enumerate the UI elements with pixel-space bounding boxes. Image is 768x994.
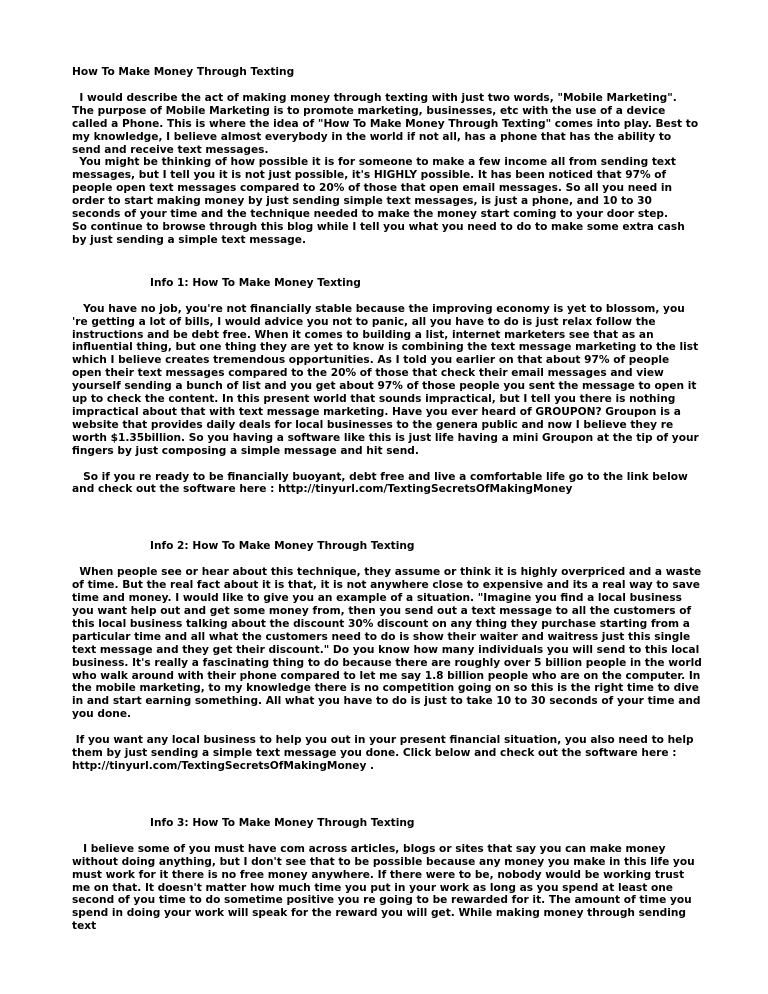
section-3-heading: Info 3: How To Make Money Through Texting (150, 816, 415, 829)
section-1-heading: Info 1: How To Make Money Texting (150, 276, 361, 289)
intro-paragraph-2: You might be thinking of how possible it is for someone to make a few income all from sending text messages, but I tell you it is not just possible, it's HIGHLY possible. It has been noticed that 97% of people open text messages compared to 20% of those that open email messages. So all you need in order to start making money by just sending simple text messages, is just a phone, and 10 to 30 seconds of your time and the technique needed to make the money start coming to your door step. (72, 156, 680, 221)
section-2-paragraph-2: If you want any local business to help you out in your present financial situation, you also need to help them by just sending a simple text message you done. Click below and check out the software here : http://tinyurl.com/TextingSecretsOfMakingMoney . (72, 734, 698, 772)
document-page (72, 66, 706, 933)
intro-paragraph-3: So continue to browse through this blog while I tell you what you need to do to make some extra cash by just sending a simple text message. (72, 220, 689, 246)
section-3-paragraph-1: I believe some of you must have com across articles, blogs or sites that say you can make money without doing anything, but I don't see that to be possible because any money you make in this life you must work for it there is no free money anywhere. If there were to be, nobody would be working trust me on that. It doesn't matter how much time you put in your work as long as you spend at least one second of you time to do sometime positive you re going to be rewarded for it. The amount of time you spend in doing your work will speak for the reward you will get. While making money through sending text (72, 842, 699, 933)
spacer (72, 721, 702, 734)
spacer (72, 458, 702, 471)
spacer (72, 773, 702, 817)
intro-paragraph-1: I would describe the act of making money through texting with just two words, "Mobile Marketing". The purpose of Mobile Marketing is to promote marketing, businesses, etc with the use of a device called a Phone. This is where the idea of "How To Make Money Through Texting" comes into play. Best to my knowledge, I believe almost everybody in the world if not all, has a phone that has the ability to send and receive text messages. (72, 91, 702, 156)
section-2-paragraph-1: When people see or hear about this technique, they assume or think it is highly overpriced and a waste of time. But the real fact about it is that, it is not anywhere close to expensive and its a real way to save time and money. I would like to give you an example of a situation. "Imagine you find a local business you want help out and get some money from, then you send out a text message to all the customers of this local business talking about the discount 30% discount on any thing they purchase starting from a particular time and all what the customers need to do is show their waiter and waitress just this single text message and they get their discount." Do you know how many individuals you will send to this local business. It's really a fascinating thing to do because there are roughly over 5 billion people in the world who walk around with their phone compared to let me say 1.8 billion people who are on the computer. In the mobile marketing, to my knowledge there is no competition going on so this is the right time to dive in and start earning something. All what you have to do is just to take 10 to 30 seconds of your time and you done. (72, 566, 706, 721)
section-2-heading: Info 2: How To Make Money Through Texting (150, 540, 415, 553)
spacer (72, 496, 702, 540)
spacer (72, 247, 702, 277)
section-1-paragraph-1: You have no job, you're not financially stable because the improving economy is yet to blossom, you 're getting a lot of bills, I would advice you not to panic, all you have to do is just relax follow the instructions and be debt free. When it comes to building a list, internet marketers see that as an influential thing, but one thing they are yet to know is combining the text message marketing to the list which I believe creates tremendous opportunities. As I told you earlier on that about 97% of people open their text messages compared to the 20% of those that check their email messages and view yourself sending a bunch of list and you get about 97% of those people you sent the message to open it up to check the content. In this present world that sounds impractical, but I tell you there is nothing impractical about that with text message marketing. Have you ever heard of GROUPON? Groupon is a website that provides daily deals for local businesses to the genera public and now I believe they re worth $1.35billion. So you having a software like this is just life having a mini Groupon at the tip of your fingers by just composing a simple message and hit send. (72, 302, 703, 457)
section-1-paragraph-2: So if you re ready to be financially buoyant, debt free and live a comfortable life go to the link below and check out the software here : http://tinyurl.com/TextingSecretsOfMakingMoney (72, 470, 692, 496)
document-title: How To Make Money Through Texting (72, 66, 295, 78)
